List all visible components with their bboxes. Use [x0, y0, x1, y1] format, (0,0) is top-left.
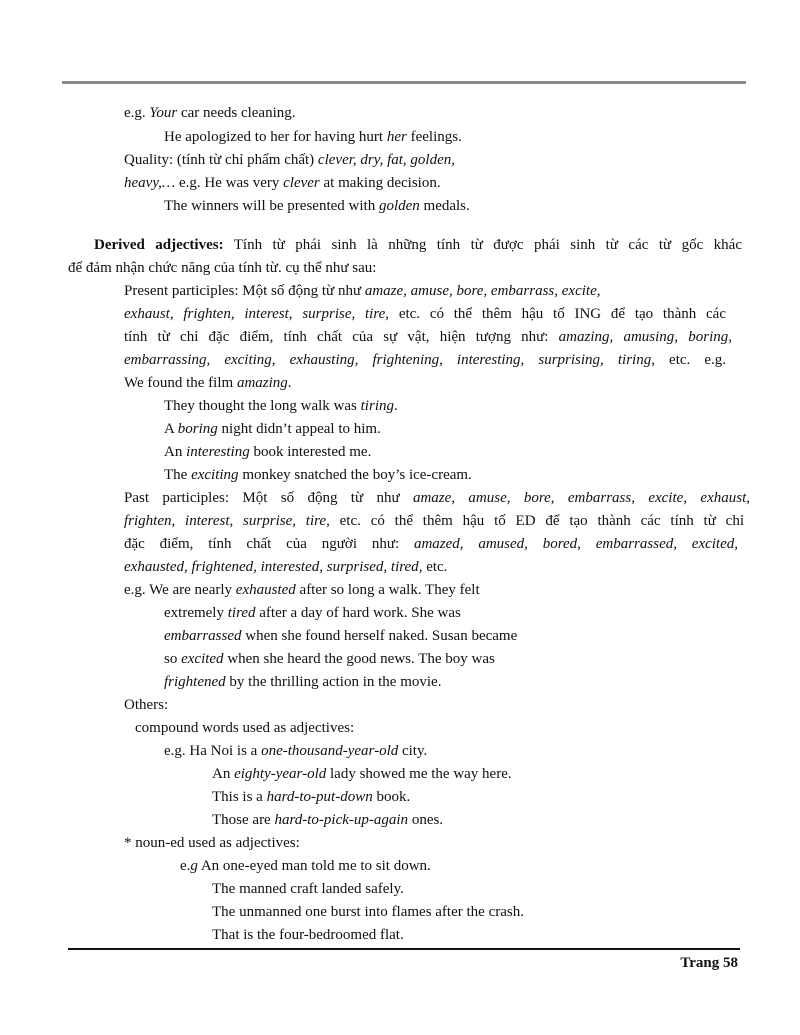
text-line [164, 128, 462, 147]
italic-text: exhausted, frightened, interested, surprised, tired [124, 559, 419, 575]
italic-text: embarrassing, exciting, exhausting, frightening, interesting, surprising, tiring [124, 352, 652, 368]
italic-text: hard-to-put-down [266, 789, 373, 805]
text-line [164, 197, 470, 216]
text-segment: lady showed me the way here. [326, 766, 512, 782]
text-segment: by the thrilling action in the movie. [225, 674, 442, 690]
text-segment: We found the film [124, 375, 237, 391]
text-segment: monkey snatched the boy’s ice-cream. [238, 467, 472, 483]
italic-text: heavy,… [124, 175, 176, 191]
header-rule [62, 81, 746, 84]
italic-text: golden [378, 198, 420, 214]
text-segment: night didn’t appeal to him. [217, 421, 381, 437]
text-line [124, 174, 441, 193]
text-line [164, 443, 371, 462]
text-line [124, 151, 455, 170]
text-segment: Those are [212, 812, 275, 828]
text-segment: This is a [212, 789, 267, 805]
italic-text: amaze, amuse, bore, embarrass, excite, exhaust, [412, 490, 750, 506]
text-line [124, 512, 744, 531]
text-segment: e.g. We are nearly [124, 582, 236, 598]
text-segment: e.g. Ha Noi is a [164, 743, 262, 759]
text-line [164, 604, 461, 623]
text-line [164, 397, 398, 416]
text-segment: so [164, 651, 182, 667]
text-line [124, 696, 168, 715]
italic-text: tired [227, 605, 256, 621]
footer-rule [68, 948, 740, 950]
text-line [212, 880, 404, 899]
text-segment: compound words used as adjectives: [135, 720, 355, 736]
text-line [124, 328, 732, 347]
text-line [94, 236, 742, 255]
text-segment: Tính từ phái sinh là những tính từ được phái sinh từ các từ gốc khác [223, 237, 742, 253]
text-line [124, 374, 292, 393]
text-segment: The [164, 467, 192, 483]
text-segment: They thought the long walk was [164, 398, 361, 414]
text-line [212, 788, 410, 807]
italic-text: exciting [191, 467, 239, 483]
page-number: Trang 58 [680, 955, 738, 971]
text-segment: etc. có thể thêm hậu tố ING để tạo thành các [389, 306, 727, 322]
text-line [124, 489, 750, 508]
text-line [164, 627, 517, 646]
italic-text: exhaust, frighten, interest, surprise, tire, [124, 306, 390, 322]
text-line [180, 857, 431, 876]
italic-text: eighty-year-old [234, 766, 327, 782]
text-segment: . [393, 398, 398, 414]
italic-text: amaze, amuse, bore, embarrass, excite, [364, 283, 601, 299]
text-line [212, 903, 524, 922]
italic-text: interesting [186, 444, 250, 460]
text-line [124, 305, 726, 324]
text-segment: Present participles: Một số động từ như [124, 283, 365, 299]
text-segment: when she heard the good news. The boy was [223, 651, 495, 667]
italic-text: boring [177, 421, 218, 437]
text-line [124, 558, 447, 577]
text-segment: city. [398, 743, 428, 759]
text-segment: e.g. He was very [175, 175, 284, 191]
text-line [68, 259, 376, 278]
italic-text: amazing, amusing, boring, [558, 329, 733, 345]
text-line [124, 535, 738, 554]
text-segment: The manned craft landed safely. [212, 881, 404, 897]
italic-text: hard-to-pick-up-again [274, 812, 409, 828]
text-segment: at making decision. [319, 175, 441, 191]
text-segment: car needs cleaning. [177, 105, 296, 121]
italic-text: tiring [360, 398, 394, 414]
text-segment: An [164, 444, 187, 460]
text-segment: extremely [164, 605, 228, 621]
italic-text: one-thousand-year-old [261, 743, 399, 759]
text-line [124, 581, 480, 600]
text-segment: An one-eyed man told me to sit down. [197, 858, 431, 874]
italic-text: amazed, amused, bored, embarrassed, excited, [413, 536, 739, 552]
text-line [164, 420, 381, 439]
italic-text: Your [149, 105, 178, 121]
text-segment: đặc điểm, tính chất của người như: [124, 536, 414, 552]
text-segment: That is the four-bedroomed flat. [212, 927, 404, 943]
bold-text: Derived adjectives: [94, 237, 224, 253]
text-segment: e. [180, 858, 191, 874]
text-line [124, 104, 296, 123]
text-segment: after so long a walk. They felt [295, 582, 480, 598]
text-segment: A [164, 421, 178, 437]
text-segment: e.g. [124, 105, 150, 121]
text-segment: He apologized to her for having hurt [164, 129, 387, 145]
text-line [124, 282, 600, 301]
text-line [164, 650, 495, 669]
text-segment: The unmanned one burst into flames after the crash. [212, 904, 524, 920]
text-line [212, 926, 404, 945]
text-segment: after a day of hard work. She was [255, 605, 461, 621]
text-segment: * noun-ed used as adjectives: [124, 835, 300, 851]
text-segment: medals. [419, 198, 470, 214]
text-line [124, 834, 300, 853]
text-segment: tính từ chỉ đặc điểm, tính chất của sự vật, hiện tượng như: [124, 329, 559, 345]
text-line [212, 811, 443, 830]
italic-text: clever, dry, fat, golden, [317, 152, 455, 168]
text-segment: Past participles: Một số động từ như [124, 490, 413, 506]
text-segment: ones. [408, 812, 444, 828]
text-segment: book interested me. [249, 444, 372, 460]
text-segment: Quality: (tính từ chỉ phẩm chất) [124, 152, 318, 168]
text-segment: để đảm nhận chức năng của tính từ. cụ thể như sau: [68, 260, 377, 276]
italic-text: amazing [236, 375, 288, 391]
italic-text: her [386, 129, 407, 145]
italic-text: g [190, 858, 198, 874]
text-line [124, 351, 726, 370]
text-segment: etc. có thể thêm hậu tố ED để tạo thành các tính từ chỉ [329, 513, 744, 529]
italic-text: excited [181, 651, 224, 667]
italic-text: exhausted [235, 582, 296, 598]
text-segment: feelings. [406, 129, 462, 145]
text-segment: , etc. [418, 559, 448, 575]
text-segment: . [287, 375, 292, 391]
text-line [212, 765, 512, 784]
italic-text: frightened [164, 674, 226, 690]
text-line [164, 673, 441, 692]
text-segment: when she found herself naked. Susan became [241, 628, 518, 644]
text-segment: Others: [124, 697, 169, 713]
italic-text: embarrassed [164, 628, 242, 644]
text-line [164, 466, 472, 485]
text-line [164, 742, 427, 761]
text-segment: An [212, 766, 235, 782]
text-segment: , etc. e.g. [651, 352, 727, 368]
text-segment: book. [372, 789, 411, 805]
italic-text: frighten, interest, surprise, tire, [124, 513, 330, 529]
text-segment: The winners will be presented with [164, 198, 379, 214]
italic-text: clever [283, 175, 320, 191]
text-line [135, 719, 354, 738]
